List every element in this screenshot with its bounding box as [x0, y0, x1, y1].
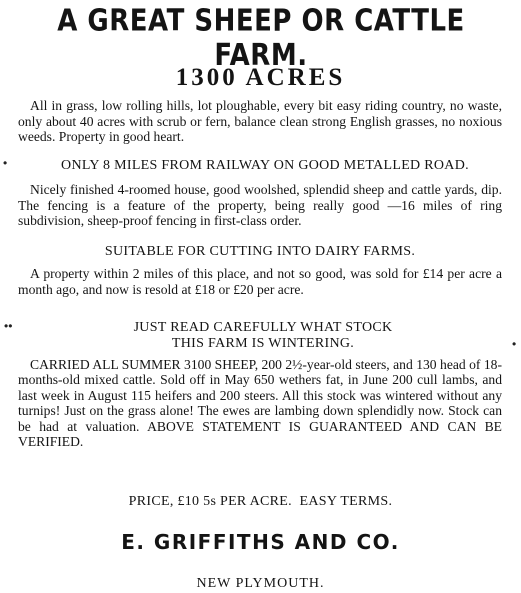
bullet-mark: •	[3, 156, 8, 170]
acreage-heading: 1300 ACRES	[175, 64, 346, 91]
stock-details: CARRIED ALL SUMMER 3100 SHEEP, 200 2½-year-old steers, and 130 head of 18-months-old mixed cattle. Sold off in May 650 wethers fat, in June 200 cull lambs, and last week in August 115 heifers and 200 steers. All this stock was wintered without any turnips! Just on the grass alone! The ewes are lambing down splendidly now. Stock can be had at valuation. ABOVE STATEMENT IS GUARANTEED AND CAN BE VERIFIED.	[18, 357, 502, 450]
comparison-sale-note: A property within 2 miles of this place, and not so good, was sold for £14 per acre a month ago, and now is resold at £18 or £20 per acre.	[18, 266, 502, 297]
buildings-fencing-description: Nicely finished 4-roomed house, good woolshed, splendid sheep and cattle yards, dip. The fencing is a feature of the property, being really good —16 miles of ring subdivision, sheep-proof fencing in first-class order.	[18, 182, 502, 229]
bullet-mark: ••	[4, 319, 13, 333]
price-line: PRICE, £10 5s PER ACRE. EASY TERMS.	[128, 494, 393, 509]
margin-mark: •	[512, 337, 517, 351]
stock-notice: JUST READ CAREFULLY WHAT STOCK THIS FARM IS WINTERING.	[133, 320, 393, 351]
railway-highlight: ONLY 8 MILES FROM RAILWAY ON GOOD METALLED ROAD.	[61, 158, 469, 173]
agent-name: E. GRIFFITHS AND CO.	[121, 530, 400, 554]
ad-headline: A GREAT SHEEP OR CATTLE FARM.	[57, 4, 465, 73]
dairy-highlight: SUITABLE FOR CUTTING INTO DAIRY FARMS.	[104, 244, 416, 259]
agent-location: NEW PLYMOUTH.	[196, 576, 325, 591]
land-description: All in grass, low rolling hills, lot ploughable, every bit easy riding country, no waste, only about 40 acres with scrub or fern, balance clean strong English grasses, no noxious weeds. Property in good heart.	[18, 98, 502, 145]
